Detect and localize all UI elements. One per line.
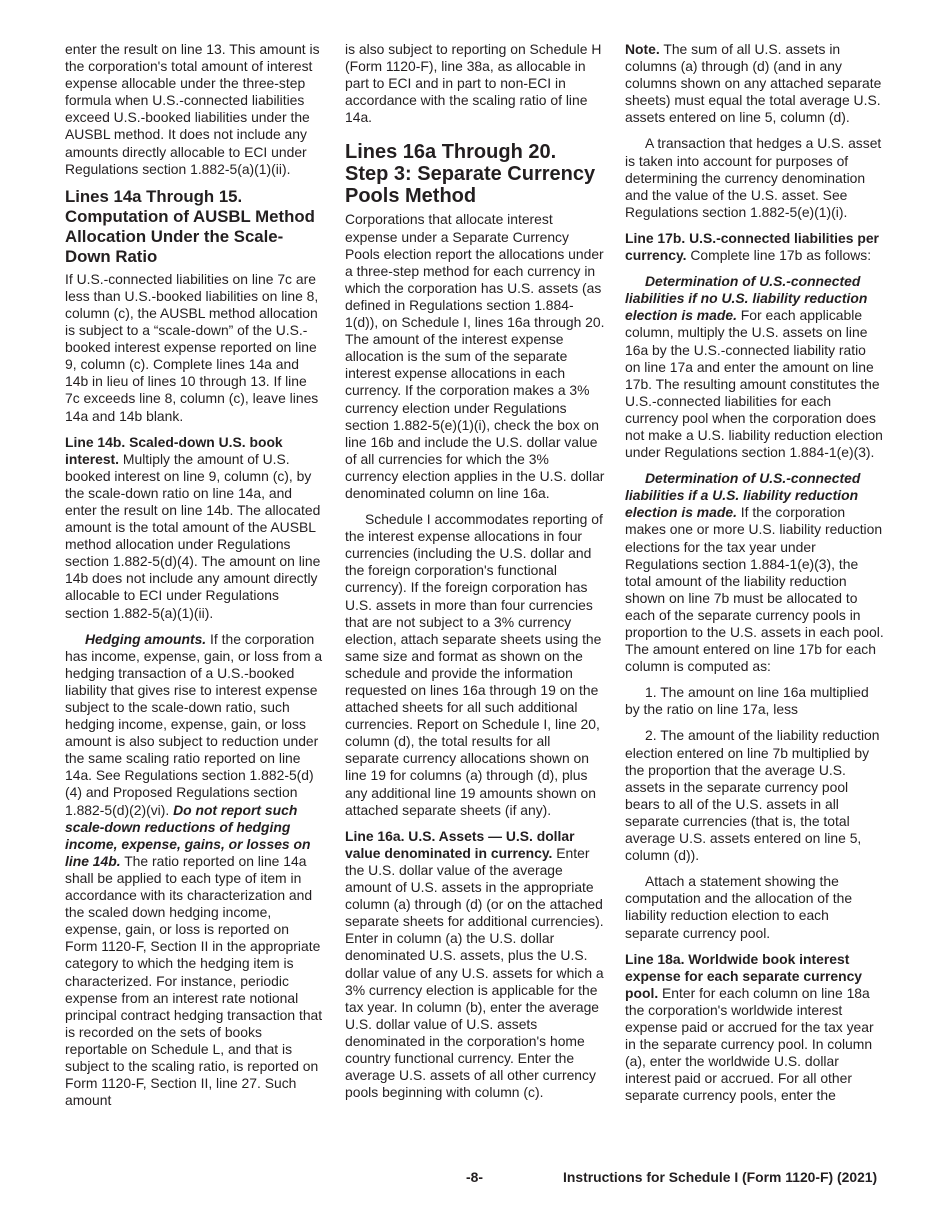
run-in-heading: Line 14b. Scaled-down U.S. book interest. bbox=[65, 433, 283, 467]
footer-title: Instructions for Schedule I (Form 1120-F) (2021) bbox=[563, 1169, 878, 1185]
paragraph-text: Complete line 17b as follows: bbox=[686, 247, 872, 264]
paragraph-text: Enter for each column on line 18a the corporation's worldwide interest expense paid or accrued for the tax year in the separate currency pool. In column (a), enter the worldwide U.S. dollar interest paid or accrued. For all other separate currency pools, enter the bbox=[625, 984, 874, 1104]
paragraph: Corporations that allocate interest expense under a Separate Currency Pools election report the allocations under a three-step method for each currency in which the corporation has U.S. assets (as defined in Regulations section 1.884-1(d)), on Schedule I, lines 16a through 20. The amount of the interest expense allocation is the sum of the separate interest expense allocations in each currency. If the corporation makes a 3% currency election under Regulations section 1.882-5(e)(1)(i), check the box on line 16b and include the U.S. dollar value of all currencies for which the 3% currency election applies in the U.S. dollar denominated column on line 16a. bbox=[345, 211, 605, 501]
page-number: -8- bbox=[466, 1169, 483, 1185]
run-in-heading: Line 16a. U.S. Assets — U.S. dollar value denominated in currency. bbox=[345, 827, 575, 861]
paragraph: A transaction that hedges a U.S. asset is taken into account for purposes of determining the currency denomination and the value of the U.S. asset. See Regulations section 1.882-5(e)(1)(i). bbox=[625, 135, 882, 220]
note-label: Note. bbox=[625, 41, 660, 57]
column-left bbox=[65, 41, 325, 1118]
emphasis-text: Do not report such scale-down reductions of hedging income, expense, gains, or losses on line 14b. bbox=[65, 801, 311, 869]
paragraph: Schedule I accommodates reporting of the interest expense allocations in four currencies (including the U.S. dollar and the foreign corporation's functional currency). If the foreign corporation has U.S. assets in more than four currencies that are not subject to a 3% currency election, attach separate sheets using the same size and format as shown on the schedule and provide the information requested on lines 16a through 19 on the attached sheets for all such additional currencies. Report on Schedule I, line 20, column (d), the total results for all separate currency allocations shown on line 19 for columns (a) through (d), plus any additional line 19 amounts shown on attached separate sheets (if any). bbox=[345, 511, 603, 818]
column-middle bbox=[345, 41, 605, 1110]
paragraph bbox=[625, 951, 885, 1105]
note-paragraph bbox=[625, 41, 885, 126]
paragraph-text: Enter the U.S. dollar value of the average amount of U.S. assets in the appropriate column (a) through (d) (or on the attached separate sheets for additional currencies). Enter in column (a) the U.S. dollar denominated U.S. assets, plus the U.S. dollar value of any U.S. assets for which a 3% currency election is applicable for the tax year. In column (b), enter the average U.S. dollar value of U.S. assets denominated in the corporation's home country functional currency. Enter the average U.S. assets of all other currency pools beginning with column (c). bbox=[345, 844, 604, 1101]
paragraph bbox=[65, 631, 325, 1110]
section-heading: Lines 14a Through 15. Computation of AUSBL Method Allocation Under the Scale-Down Ratio bbox=[65, 186, 315, 266]
paragraph: is also subject to reporting on Schedule H (Form 1120-F), line 38a, as allocable in part to ECI and in part to non-ECI in accordance with the scaling ratio of line 14a. bbox=[345, 41, 602, 126]
paragraph bbox=[625, 273, 885, 461]
run-in-heading: Line 18a. Worldwide book interest expense for each separate currency pool. bbox=[625, 950, 863, 1001]
run-in-heading: Determination of U.S.-connected liabilities if no U.S. liability reduction election is made. bbox=[625, 273, 868, 324]
paragraph: If U.S.-connected liabilities on line 7c are less than U.S.-booked liabilities on line 8, column (c), the AUSBL method allocation is subject to a “scale-down” of the U.S.-booked interest expense reported on line 9, column (c). Complete lines 14a and 14b in lieu of lines 10 through 13. If line 7c exceeds line 8, column (c), leave lines 14a and 14b blank. bbox=[65, 270, 319, 424]
paragraph: enter the result on line 13. This amount is the corporation's total amount of interest expense allocable under the three-step formula when U.S.-connected liabilities exceed U.S.-booked liabilities under the AUSBL method. It does not include any amounts directly allocable to ECI under Regulations section 1.882-5(a)(1)(ii). bbox=[65, 41, 320, 177]
run-in-heading: Determination of U.S.-connected liabilities if a U.S. liability reduction election is made. bbox=[625, 470, 861, 521]
section-heading: Lines 16a Through 20. Step 3: Separate Currency Pools Method bbox=[345, 141, 596, 208]
column-right bbox=[625, 41, 885, 1113]
paragraph-text: For each applicable column, multiply the U.S. assets on line 16a by the U.S.-connected liability ratio on line 17a and enter the amount on line 17b. The resulting amount constitutes the U.S.-connected liabilities for each currency pool when the corporation does not make a U.S. liability reduction election under Regulations section 1.884-1(e)(3). bbox=[625, 307, 883, 461]
run-in-heading: Line 17b. U.S.-connected liabilities per currency. bbox=[625, 229, 879, 264]
paragraph bbox=[625, 470, 885, 675]
paragraph bbox=[345, 828, 605, 1102]
list-item: 1. The amount on line 16a multiplied by the ratio on line 17a, less bbox=[625, 684, 869, 718]
paragraph bbox=[625, 230, 885, 264]
paragraph-text: If the corporation makes one or more U.S. liability reduction elections for the tax year under Regulations section 1.884-1(e)(3), the total amount of the liability reduction shown on line 7b must be allocated to each of the separate currency pools in proportion to the U.S. assets in each pool. The amount entered on line 17b for each column is computed as: bbox=[625, 504, 884, 675]
paragraph bbox=[65, 434, 325, 622]
paragraph-text: The sum of all U.S. assets in columns (a) through (d) (and in any columns shown on any attached separate sheets) must equal the total average U.S. assets entered on line 5, column (d). bbox=[625, 41, 882, 126]
paragraph-text: Multiply the amount of U.S. booked interest on line 9, column (c), by the scale-down ratio on line 14a, and enter the result on line 14b. The allocated amount is the total amount of the AUSBL method allocation under Regulations section 1.882-5(d)(4). The amount on line 14b does not include any amount directly allocable to ECI under Regulations section 1.882-5(a)(1)(ii). bbox=[65, 450, 321, 621]
list-item: 2. The amount of the liability reduction election entered on line 7b multiplied by the proportion that the average U.S. assets in the separate currency pool bears to all of the U.S. assets in all separate currencies (that is, the total average U.S. assets entered on line 5, column (d)). bbox=[625, 727, 880, 864]
paragraph: Attach a statement showing the computation and the allocation of the liability reduction election to each separate currency pool. bbox=[625, 873, 853, 941]
paragraph-text: If the corporation has income, expense, gain, or loss from a hedging transaction of a U.S.-booked liability that gives rise to interest expense subject to the scale-down ratio, such hedging income, expense, gain, or loss amount is also subject to reduction under the same scaling ratio reported on line 14a. See Regulations section 1.882-5(d)(4) and Proposed Regulations section 1.882-5(d)(2)(vi). bbox=[65, 630, 323, 818]
run-in-heading: Hedging amounts. bbox=[85, 630, 207, 647]
paragraph-text: The ratio reported on line 14a shall be applied to each type of item in accordance with its characterization and the scaled down hedging income, expense, gain, or loss is reported on Form 1120-F, Section II in the appropriate category to which the hedging item is characterized. For instance, periodic expense from an interest rate notional principal contract hedging transaction that is recorded on the sets of books reportable on Schedule L, and that is subject to the scaling ratio, is reported on Form 1120-F, Section II, line 27. Such amount bbox=[65, 852, 323, 1109]
